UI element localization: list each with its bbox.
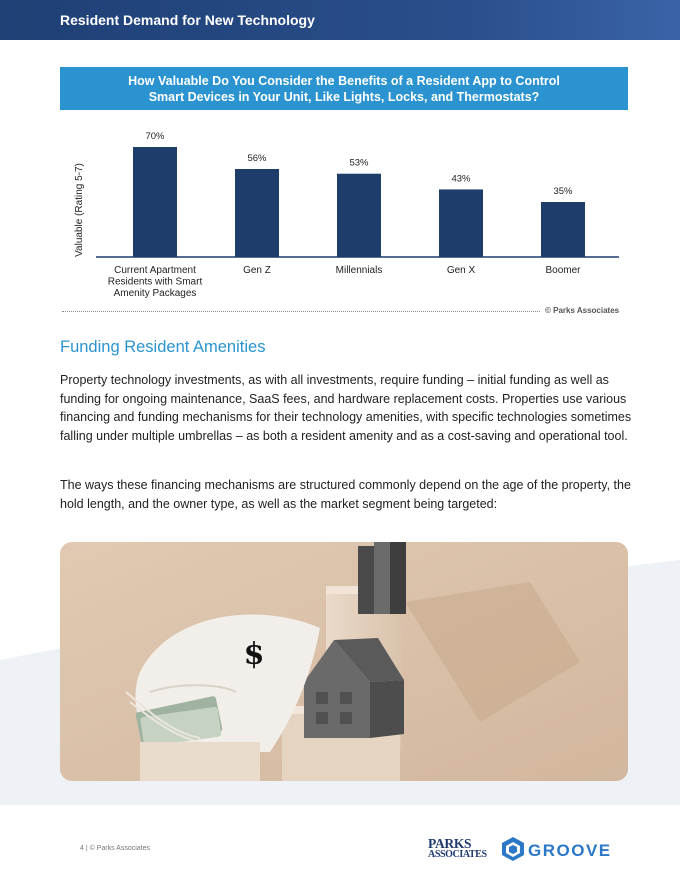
chart-title-line-1: How Valuable Do You Consider the Benefits of a Resident App to Control (128, 73, 560, 88)
category-label: Gen X (446, 265, 476, 276)
money-bag-house-photo (60, 542, 628, 781)
section-title: Funding Resident Amenities (60, 338, 266, 356)
bar-value-label: 53% (349, 157, 369, 169)
bar-value-label: 35% (553, 186, 573, 197)
bar-value-label: 43% (451, 173, 471, 185)
category-label: Current Apartment (114, 265, 196, 276)
dollar-sign-icon: $ (243, 637, 265, 672)
category-label: Amenity Packages (113, 288, 197, 299)
y-axis-label: Valuable (Rating 5-7) (74, 163, 85, 257)
category-label: Gen Z (243, 265, 271, 276)
parks-associates-logo (428, 838, 487, 860)
bar (235, 169, 279, 257)
header-title: Resident Demand for New Technology (60, 12, 315, 28)
category-label: Boomer (545, 265, 581, 276)
bar-value-label: 56% (247, 153, 267, 164)
source-divider (62, 311, 540, 312)
chart-title-line-2: Smart Devices in Your Unit, Like Lights, Locks, and Thermostats? (148, 89, 540, 104)
paragraph-1: Property technology investments, as with all investments, require funding – initial funding as well as funding for ongoing maintenance, SaaS fees, and hardware replacement costs. Properties use various financing and funding mechanisms for their technology amenities, with specific technologies sometimes falling under multiple umbrellas – as both a resident amenity and as a cost-saving and operational tool. (60, 373, 632, 443)
chart-source: © Parks Associates (545, 306, 620, 315)
bar (439, 189, 483, 257)
bar (541, 202, 585, 257)
groove-logo-text: GROOVE (528, 841, 612, 860)
groove-logo-icon (500, 836, 526, 862)
logo-parks-line1: PARKS (428, 836, 472, 851)
bar-value-label: 70% (145, 131, 165, 142)
paragraph-2: The ways these financing mechanisms are structured commonly depend on the age of the property, the hold length, and the owner type, as well as the market segment being targeted: (60, 478, 631, 511)
category-label: Residents with Smart (107, 276, 203, 288)
chart-title (60, 67, 628, 110)
category-label: Millennials (335, 265, 383, 276)
page-info: 4 | © Parks Associates (80, 845, 151, 852)
page-header (0, 0, 680, 40)
bar-chart (60, 120, 628, 310)
logo-parks-line2: ASSOCIATES (428, 849, 487, 860)
bar (133, 147, 177, 257)
bar (337, 174, 381, 257)
